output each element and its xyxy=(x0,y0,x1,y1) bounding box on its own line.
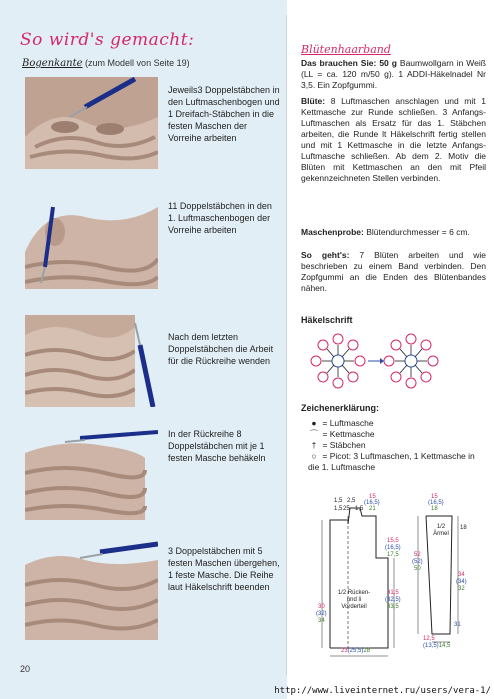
step-text-1: Jeweils3 Doppelstäbchen in den Luftmaschenbogen und 1 Dreifach-Stäbchen in die festen Maschen der Vorreihe arbeiten xyxy=(168,85,280,143)
dim-side-a1: 15,5 xyxy=(387,538,399,544)
crochet-chart-title: Häkelschrift xyxy=(301,315,353,325)
sleeve-piece-label: 1/2 Ärmel xyxy=(433,524,449,537)
dim-side-a2: (16,5) xyxy=(385,545,401,551)
dim-sleeve-side-1: 52 xyxy=(414,552,421,558)
double-crochet-icon: † xyxy=(311,440,317,450)
legend-item-chain xyxy=(308,418,488,429)
section-title: Blütenhaarband xyxy=(301,43,391,56)
gauge-heading: Maschenprobe: xyxy=(301,227,364,237)
materials-paragraph xyxy=(301,58,486,91)
dim-sleeve-top-1: 15 xyxy=(431,494,438,500)
page-number: 20 xyxy=(20,664,31,674)
materials-heading: Das brauchen Sie: 50 g xyxy=(301,58,397,68)
subtitle-note: (zum Modell von Seite 19) xyxy=(85,58,190,68)
dim-bottom-body-2: (25,5) xyxy=(347,648,364,654)
watermark-url: http://www.liveinternet.ru/users/vera-1/ xyxy=(274,686,491,696)
dim-sleeve-r-2: (34) xyxy=(456,579,467,585)
howto-heading: So geht's: xyxy=(301,250,350,260)
body-piece-label: 1/2 Rücken- und li Vorderteil xyxy=(337,590,371,610)
dim-side-c1: 30 xyxy=(318,604,325,610)
dim-bottom-sleeve-3: 14,5 xyxy=(438,643,451,649)
dim-bottom-body-1: 23 xyxy=(341,648,348,654)
dim-side-a3: 17,5 xyxy=(387,552,399,558)
join-arrow xyxy=(368,358,384,364)
dim-top-b: 2,5 xyxy=(347,498,356,504)
step-photo-2 xyxy=(25,197,158,289)
dim-top-c2: (16,5) xyxy=(364,500,380,506)
page-title: So wird's gemacht: xyxy=(20,30,195,50)
dim-sleeve-right: 18 xyxy=(460,525,467,531)
dim-top-c3: 21 xyxy=(369,506,376,512)
column-divider xyxy=(286,15,287,675)
dim-top-c1: 15 xyxy=(369,494,376,500)
dim-bottom-sleeve-1: 12,5 xyxy=(423,636,435,642)
chain-stitch-icon: ● xyxy=(311,418,317,428)
dim-bottom-sleeve-2: (13,5) xyxy=(423,643,439,649)
dim-side-b2: (32,5) xyxy=(385,597,401,603)
dim-bottom-body xyxy=(341,648,370,654)
legend-item-dc xyxy=(308,440,488,451)
legend-text-chain: = Luftmasche xyxy=(322,418,374,428)
step-photo-3 xyxy=(25,315,158,407)
step-text-4: In der Rückreihe 8 Doppelstäbchen mit je 1 festen Masche behäkeln xyxy=(168,429,266,463)
step-photo-5 xyxy=(25,540,158,640)
dim-sleeve-side-3: 50 xyxy=(414,566,421,572)
flower-motif-right xyxy=(384,334,438,388)
step-text-3: Nach dem letzten Doppelstäbchen die Arbeit für die Rückreihe wenden xyxy=(168,332,274,366)
dim-top-d3: 1,5 xyxy=(355,506,364,512)
picot-icon: ○ xyxy=(311,451,317,461)
legend-item-slip xyxy=(308,429,488,440)
step-text-5: 3 Doppelstäbchen mit 5 festen Maschen übergehen, 1 feste Masche. Die Reihe laut Häkelschrift beenden xyxy=(168,546,280,592)
bluete-heading: Blüte: xyxy=(301,96,326,106)
legend-text-slip: = Kettmasche xyxy=(322,429,375,439)
crochet-chart xyxy=(306,330,446,392)
dim-sleeve-top-2: (16,5) xyxy=(428,500,444,506)
dim-top-d2: 25 xyxy=(343,506,350,512)
legend-title: Zeichenerklärung: xyxy=(301,403,380,413)
dim-sleeve-r-1: 34 xyxy=(458,572,465,578)
step-photo-1 xyxy=(25,77,158,169)
slip-stitch-icon: ⌒ xyxy=(309,429,319,439)
legend-text-picot: = Picot: 3 Luftmaschen, 1 Kettmasche in die 1. Luftmasche xyxy=(308,451,475,472)
howto-text: 7 Blüten arbeiten und wie beschrieben zu einem Band verbinden. Den Zopfgummi an die Enden des Blütenbandes nähen. xyxy=(301,250,486,293)
dim-side-c2: (32) xyxy=(316,611,327,617)
bluete-text: 8 Luftmaschen anschlagen und mit 1 Kettmasche zur Runde schließen. 3 Anfangs-Luftmaschen als Ersatz für das 1. Stäbchen arbeiten, die Runde lt Häkelschrift fertig stellen und mit 1 Kettmasche in die letzte Anfangs-Luftmasche schließen. Ab dem 2. Motiv die Blüten mit Kettmaschen an den mit Pfeil gekennzeichneten Stellen verbinden. xyxy=(301,96,486,183)
step-text-2: 11 Doppelstäbchen in den 1. Luftmaschenbogen der Vorreihe arbeiten xyxy=(168,201,272,235)
subtitle-handwritten: Bogenkante xyxy=(22,58,83,69)
dim-sleeve-top-3: 18 xyxy=(431,506,438,512)
bluete-paragraph xyxy=(301,96,486,184)
dim-sleeve-bottom-blue: 31 xyxy=(454,622,461,628)
dim-sleeve-r-3: 32 xyxy=(458,586,465,592)
dim-bottom-body-3: 28 xyxy=(363,648,371,654)
dim-side-b3: 33,5 xyxy=(387,604,399,610)
dim-sleeve-side-2: (52) xyxy=(412,559,423,565)
dim-top-a: 1,5 xyxy=(334,498,343,504)
gauge-text: Blütendurchmesser = 6 cm. xyxy=(363,227,470,237)
section-subtitle xyxy=(22,58,190,69)
materials-text: Baumwollgarn in Weiß (LL = ca. 120 m/50 g). 1 ADDI-Häkelnadel Nr 3,5. Ein Zopfgummi. xyxy=(301,58,486,90)
dim-top-d1: 1,5 xyxy=(334,506,343,512)
dim-bottom-sleeve-b xyxy=(423,643,450,649)
howto-paragraph xyxy=(301,250,486,294)
step-photo-4 xyxy=(25,428,158,520)
flower-motif-left xyxy=(311,334,365,388)
dim-side-c3: 34 xyxy=(318,618,325,624)
legend-item-picot xyxy=(308,451,486,473)
sweater-schematic xyxy=(318,498,478,666)
legend-text-dc: = Stäbchen xyxy=(322,440,366,450)
gauge-paragraph xyxy=(301,227,486,238)
dim-side-b1: 31,5 xyxy=(387,590,399,596)
dim-bottom-sleeve xyxy=(423,636,435,642)
